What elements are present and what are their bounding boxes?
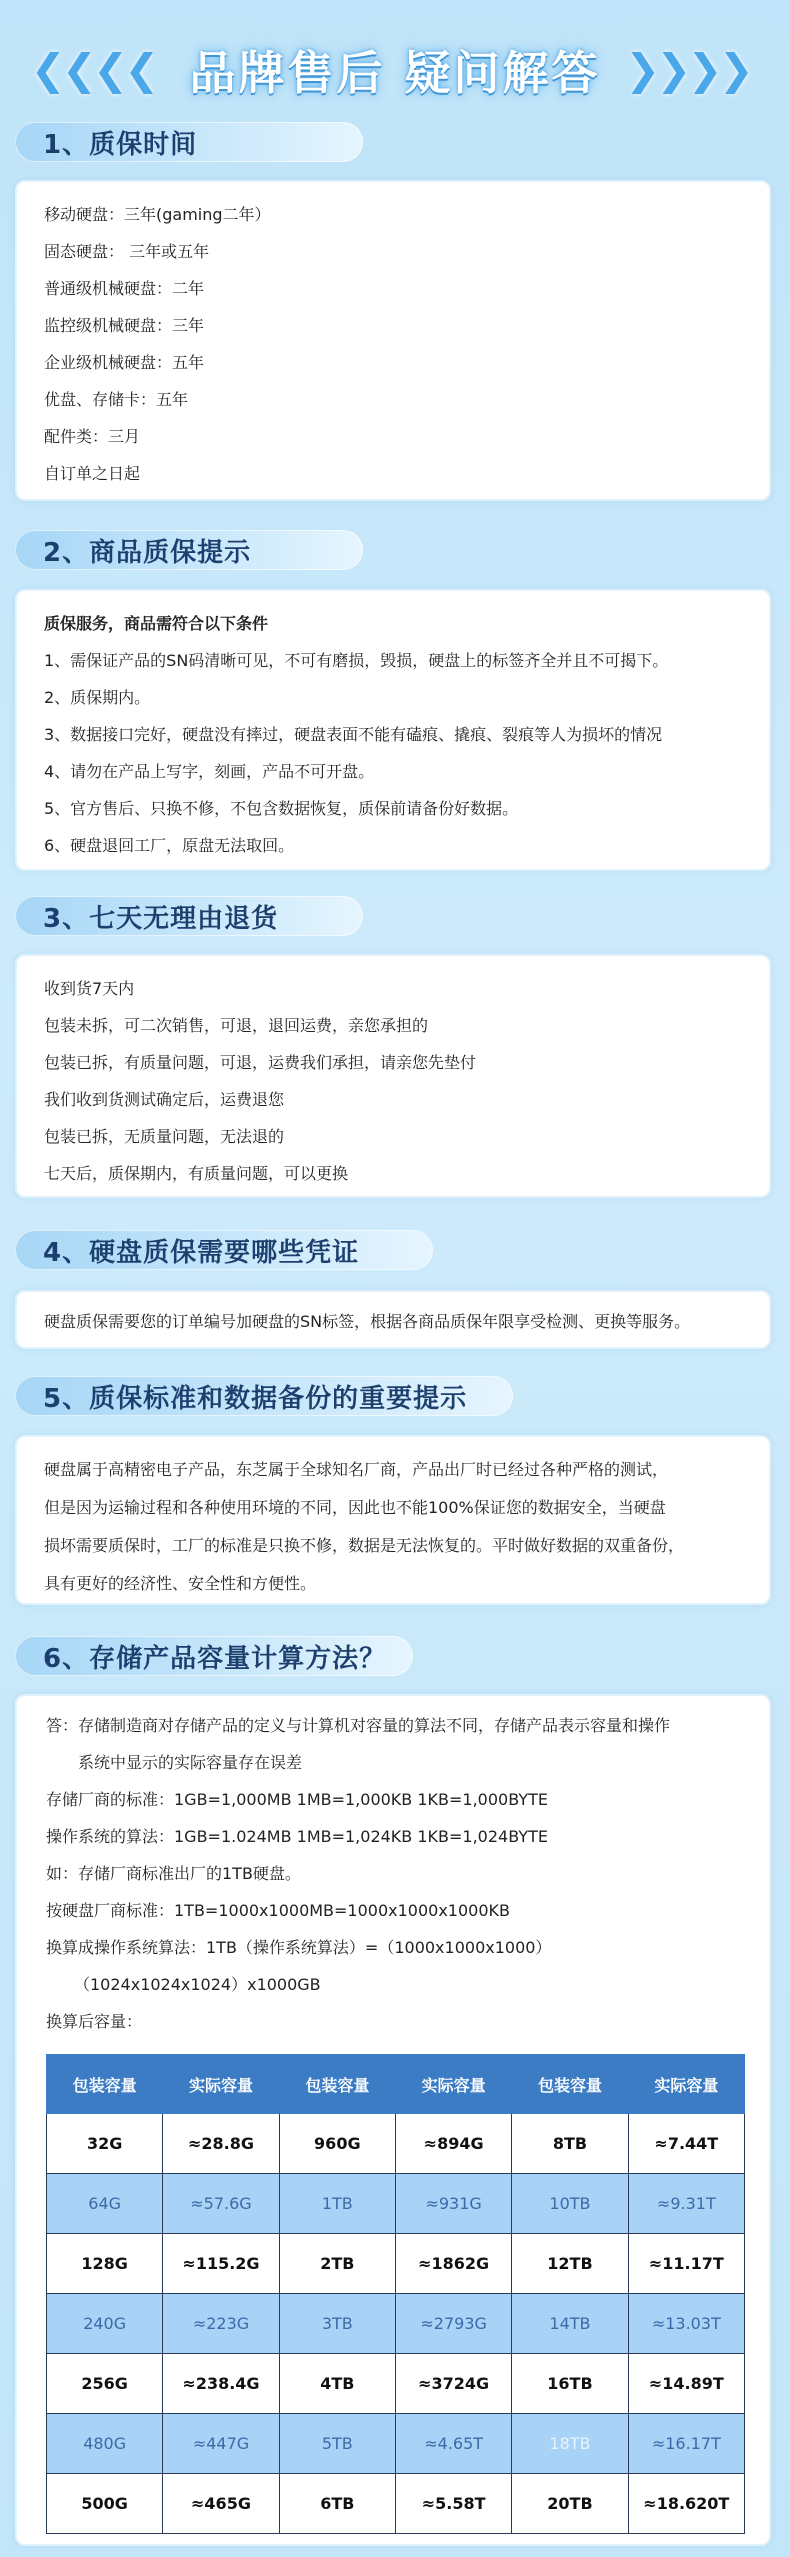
table-cell: 960G bbox=[279, 2114, 395, 2174]
answer-line: 答：存储制造商对存储产品的定义与计算机对容量的算法不同，存储产品表示容量和操作 bbox=[46, 1716, 671, 1735]
example-line: 如：存储厂商标准出厂的1TB硬盘。 bbox=[46, 1864, 301, 1883]
list-item: 企业级机械硬盘：五年 bbox=[44, 353, 205, 372]
table-cell: ≈11.17T bbox=[628, 2234, 744, 2294]
table-row bbox=[47, 2474, 745, 2534]
table-cell: ≈5.58T bbox=[395, 2474, 511, 2534]
paragraph-line: 但是因为运输过程和各种使用环境的不同，因此也不能100%保证您的数据安全，当硬盘 bbox=[44, 1498, 666, 1517]
table-cell: 64G bbox=[47, 2174, 163, 2234]
answer-line: 系统中显示的实际容量存在误差 bbox=[78, 1753, 303, 1772]
vendor-standard: 存储厂商的标准：1GB=1,000MB 1MB=1,000KB 1KB=1,000BYTE bbox=[46, 1790, 548, 1809]
vendor-formula: 按硬盘厂商标准：1TB=1000x1000MB=1000x1000x1000KB bbox=[46, 1901, 510, 1920]
chevrons-left-icon: ❮ ❮ ❮ ❮ bbox=[30, 45, 150, 94]
table-row bbox=[47, 2174, 745, 2234]
table-cell: 6TB bbox=[279, 2474, 395, 2534]
header-cell: 包装容量 bbox=[279, 2055, 395, 2114]
table-cell: ≈3724G bbox=[395, 2354, 511, 2414]
table-cell: 32G bbox=[47, 2114, 163, 2174]
list-item: 3、数据接口完好，硬盘没有摔过，硬盘表面不能有磕痕、撬痕、裂痕等人为损坏的情况 bbox=[44, 725, 663, 744]
seven-day-return-card bbox=[15, 954, 771, 1198]
list-item: 我们收到货测试确定后，运费退您 bbox=[44, 1090, 285, 1109]
table-cell: ≈9.31T bbox=[628, 2174, 744, 2234]
conditions-heading: 质保服务，商品需符合以下条件 bbox=[44, 614, 269, 633]
table-cell: 128G bbox=[47, 2234, 163, 2294]
header-cell: 包装容量 bbox=[47, 2055, 163, 2114]
header-cell: 实际容量 bbox=[163, 2055, 279, 2114]
list-item: 包装已拆，无质量问题，无法退的 bbox=[44, 1127, 285, 1146]
table-row bbox=[47, 2234, 745, 2294]
list-item: 监控级机械硬盘：三年 bbox=[44, 316, 205, 335]
list-item: 4、请勿在产品上写字，刻画，产品不可开盘。 bbox=[44, 762, 375, 781]
header-cell: 实际容量 bbox=[395, 2055, 511, 2114]
paragraph-line: 具有更好的经济性、安全性和方便性。 bbox=[44, 1574, 317, 1593]
list-item: 固态硬盘： 三年或五年 bbox=[44, 242, 210, 261]
warranty-proof-card bbox=[15, 1290, 771, 1349]
table-cell: ≈931G bbox=[395, 2174, 511, 2234]
table-cell: ≈18.620T bbox=[628, 2474, 744, 2534]
os-standard: 操作系统的算法：1GB=1.024MB 1MB=1,024KB 1KB=1,024BYTE bbox=[46, 1827, 548, 1846]
header-cell: 包装容量 bbox=[512, 2055, 628, 2114]
table-cell: 12TB bbox=[512, 2234, 628, 2294]
os-formula-cont: （1024x1024x1024）x1000GB bbox=[74, 1975, 321, 1994]
section-title-warranty-proof: 4、硬盘质保需要哪些凭证 bbox=[15, 1230, 433, 1270]
list-item: 包装已拆，有质量问题，可退，运费我们承担，请亲您先垫付 bbox=[44, 1053, 477, 1072]
backup-notice-card bbox=[15, 1435, 771, 1605]
table-cell: ≈28.8G bbox=[163, 2114, 279, 2174]
table-cell: 5TB bbox=[279, 2414, 395, 2474]
page-header bbox=[0, 0, 790, 140]
table-cell: ≈13.03T bbox=[628, 2294, 744, 2354]
table-cell: 10TB bbox=[512, 2174, 628, 2234]
list-item: 自订单之日起 bbox=[44, 464, 141, 483]
table-cell: ≈7.44T bbox=[628, 2114, 744, 2174]
table-row bbox=[47, 2114, 745, 2174]
table-cell: 1TB bbox=[279, 2174, 395, 2234]
table-cell: ≈16.17T bbox=[628, 2414, 744, 2474]
proof-text: 硬盘质保需要您的订单编号加硬盘的SN标签，根据各商品质保年限享受检测、更换等服务。 bbox=[44, 1312, 691, 1331]
list-item: 七天后，质保期内，有质量问题，可以更换 bbox=[44, 1164, 349, 1183]
table-cell: ≈447G bbox=[163, 2414, 279, 2474]
list-item: 5、官方售后、只换不修，不包含数据恢复，质保前请备份好数据。 bbox=[44, 799, 519, 818]
table-cell: ≈465G bbox=[163, 2474, 279, 2534]
table-cell: ≈57.6G bbox=[163, 2174, 279, 2234]
list-item: 普通级机械硬盘：二年 bbox=[44, 279, 205, 298]
paragraph-line: 硬盘属于高精密电子产品，东芝属于全球知名厂商，产品出厂时已经过各种严格的测试， bbox=[44, 1460, 669, 1479]
table-cell: ≈115.2G bbox=[163, 2234, 279, 2294]
table-header-row bbox=[47, 2055, 745, 2114]
table-row bbox=[47, 2294, 745, 2354]
warranty-tips-card bbox=[15, 589, 771, 871]
table-cell: ≈14.89T bbox=[628, 2354, 744, 2414]
table-cell: ≈4.65T bbox=[395, 2414, 511, 2474]
table-cell: ≈2793G bbox=[395, 2294, 511, 2354]
table-cell: 256G bbox=[47, 2354, 163, 2414]
list-item: 收到货7天内 bbox=[44, 979, 135, 998]
table-row bbox=[47, 2354, 745, 2414]
table-cell: ≈1862G bbox=[395, 2234, 511, 2294]
list-item: 1、需保证产品的SN码清晰可见，不可有磨损，毁损，硬盘上的标签齐全并且不可揭下。 bbox=[44, 651, 669, 670]
table-cell: 4TB bbox=[279, 2354, 395, 2414]
table-row bbox=[47, 2414, 745, 2474]
list-item: 包装未拆，可二次销售，可退，退回运费，亲您承担的 bbox=[44, 1016, 429, 1035]
section-title-backup-notice: 5、质保标准和数据备份的重要提示 bbox=[15, 1376, 513, 1416]
section-title-capacity-calc: 6、存储产品容量计算方法？ bbox=[15, 1636, 413, 1676]
os-formula: 换算成操作系统算法：1TB（操作系统算法）=（1000x1000x1000） bbox=[46, 1938, 552, 1957]
section-title-seven-day-return: 3、七天无理由退货 bbox=[15, 896, 363, 936]
page-title: 品牌售后 疑问解答 bbox=[189, 46, 601, 100]
table-cell: 2TB bbox=[279, 2234, 395, 2294]
table-cell: 240G bbox=[47, 2294, 163, 2354]
section-title-warranty-tips: 2、商品质保提示 bbox=[15, 530, 363, 570]
section-title-warranty-period: 1、质保时间 bbox=[15, 122, 363, 162]
table-cell: 14TB bbox=[512, 2294, 628, 2354]
table-cell: 20TB bbox=[512, 2474, 628, 2534]
capacity-calc-card bbox=[15, 1694, 771, 2546]
table-cell: 8TB bbox=[512, 2114, 628, 2174]
table-cell: 18TB bbox=[512, 2414, 628, 2474]
header-cell: 实际容量 bbox=[628, 2055, 744, 2114]
list-item: 移动硬盘：三年(gaming二年） bbox=[44, 205, 271, 224]
list-item: 2、质保期内。 bbox=[44, 688, 151, 707]
table-cell: 3TB bbox=[279, 2294, 395, 2354]
warranty-period-card bbox=[15, 180, 771, 501]
list-item: 配件类：三月 bbox=[44, 427, 141, 446]
converted-label: 换算后容量： bbox=[46, 2012, 143, 2031]
table-cell: 500G bbox=[47, 2474, 163, 2534]
list-item: 6、硬盘退回工厂，原盘无法取回。 bbox=[44, 836, 295, 855]
chevrons-right-icon: ❮ ❮ ❮ ❮ bbox=[634, 45, 754, 94]
table-cell: ≈238.4G bbox=[163, 2354, 279, 2414]
table-cell: 16TB bbox=[512, 2354, 628, 2414]
table-cell: ≈894G bbox=[395, 2114, 511, 2174]
capacity-table bbox=[46, 2054, 745, 2534]
table-cell: 480G bbox=[47, 2414, 163, 2474]
list-item: 优盘、存储卡：五年 bbox=[44, 390, 189, 409]
paragraph-line: 损坏需要质保时，工厂的标准是只换不修，数据是无法恢复的。平时做好数据的双重备份， bbox=[44, 1536, 685, 1555]
table-cell: ≈223G bbox=[163, 2294, 279, 2354]
